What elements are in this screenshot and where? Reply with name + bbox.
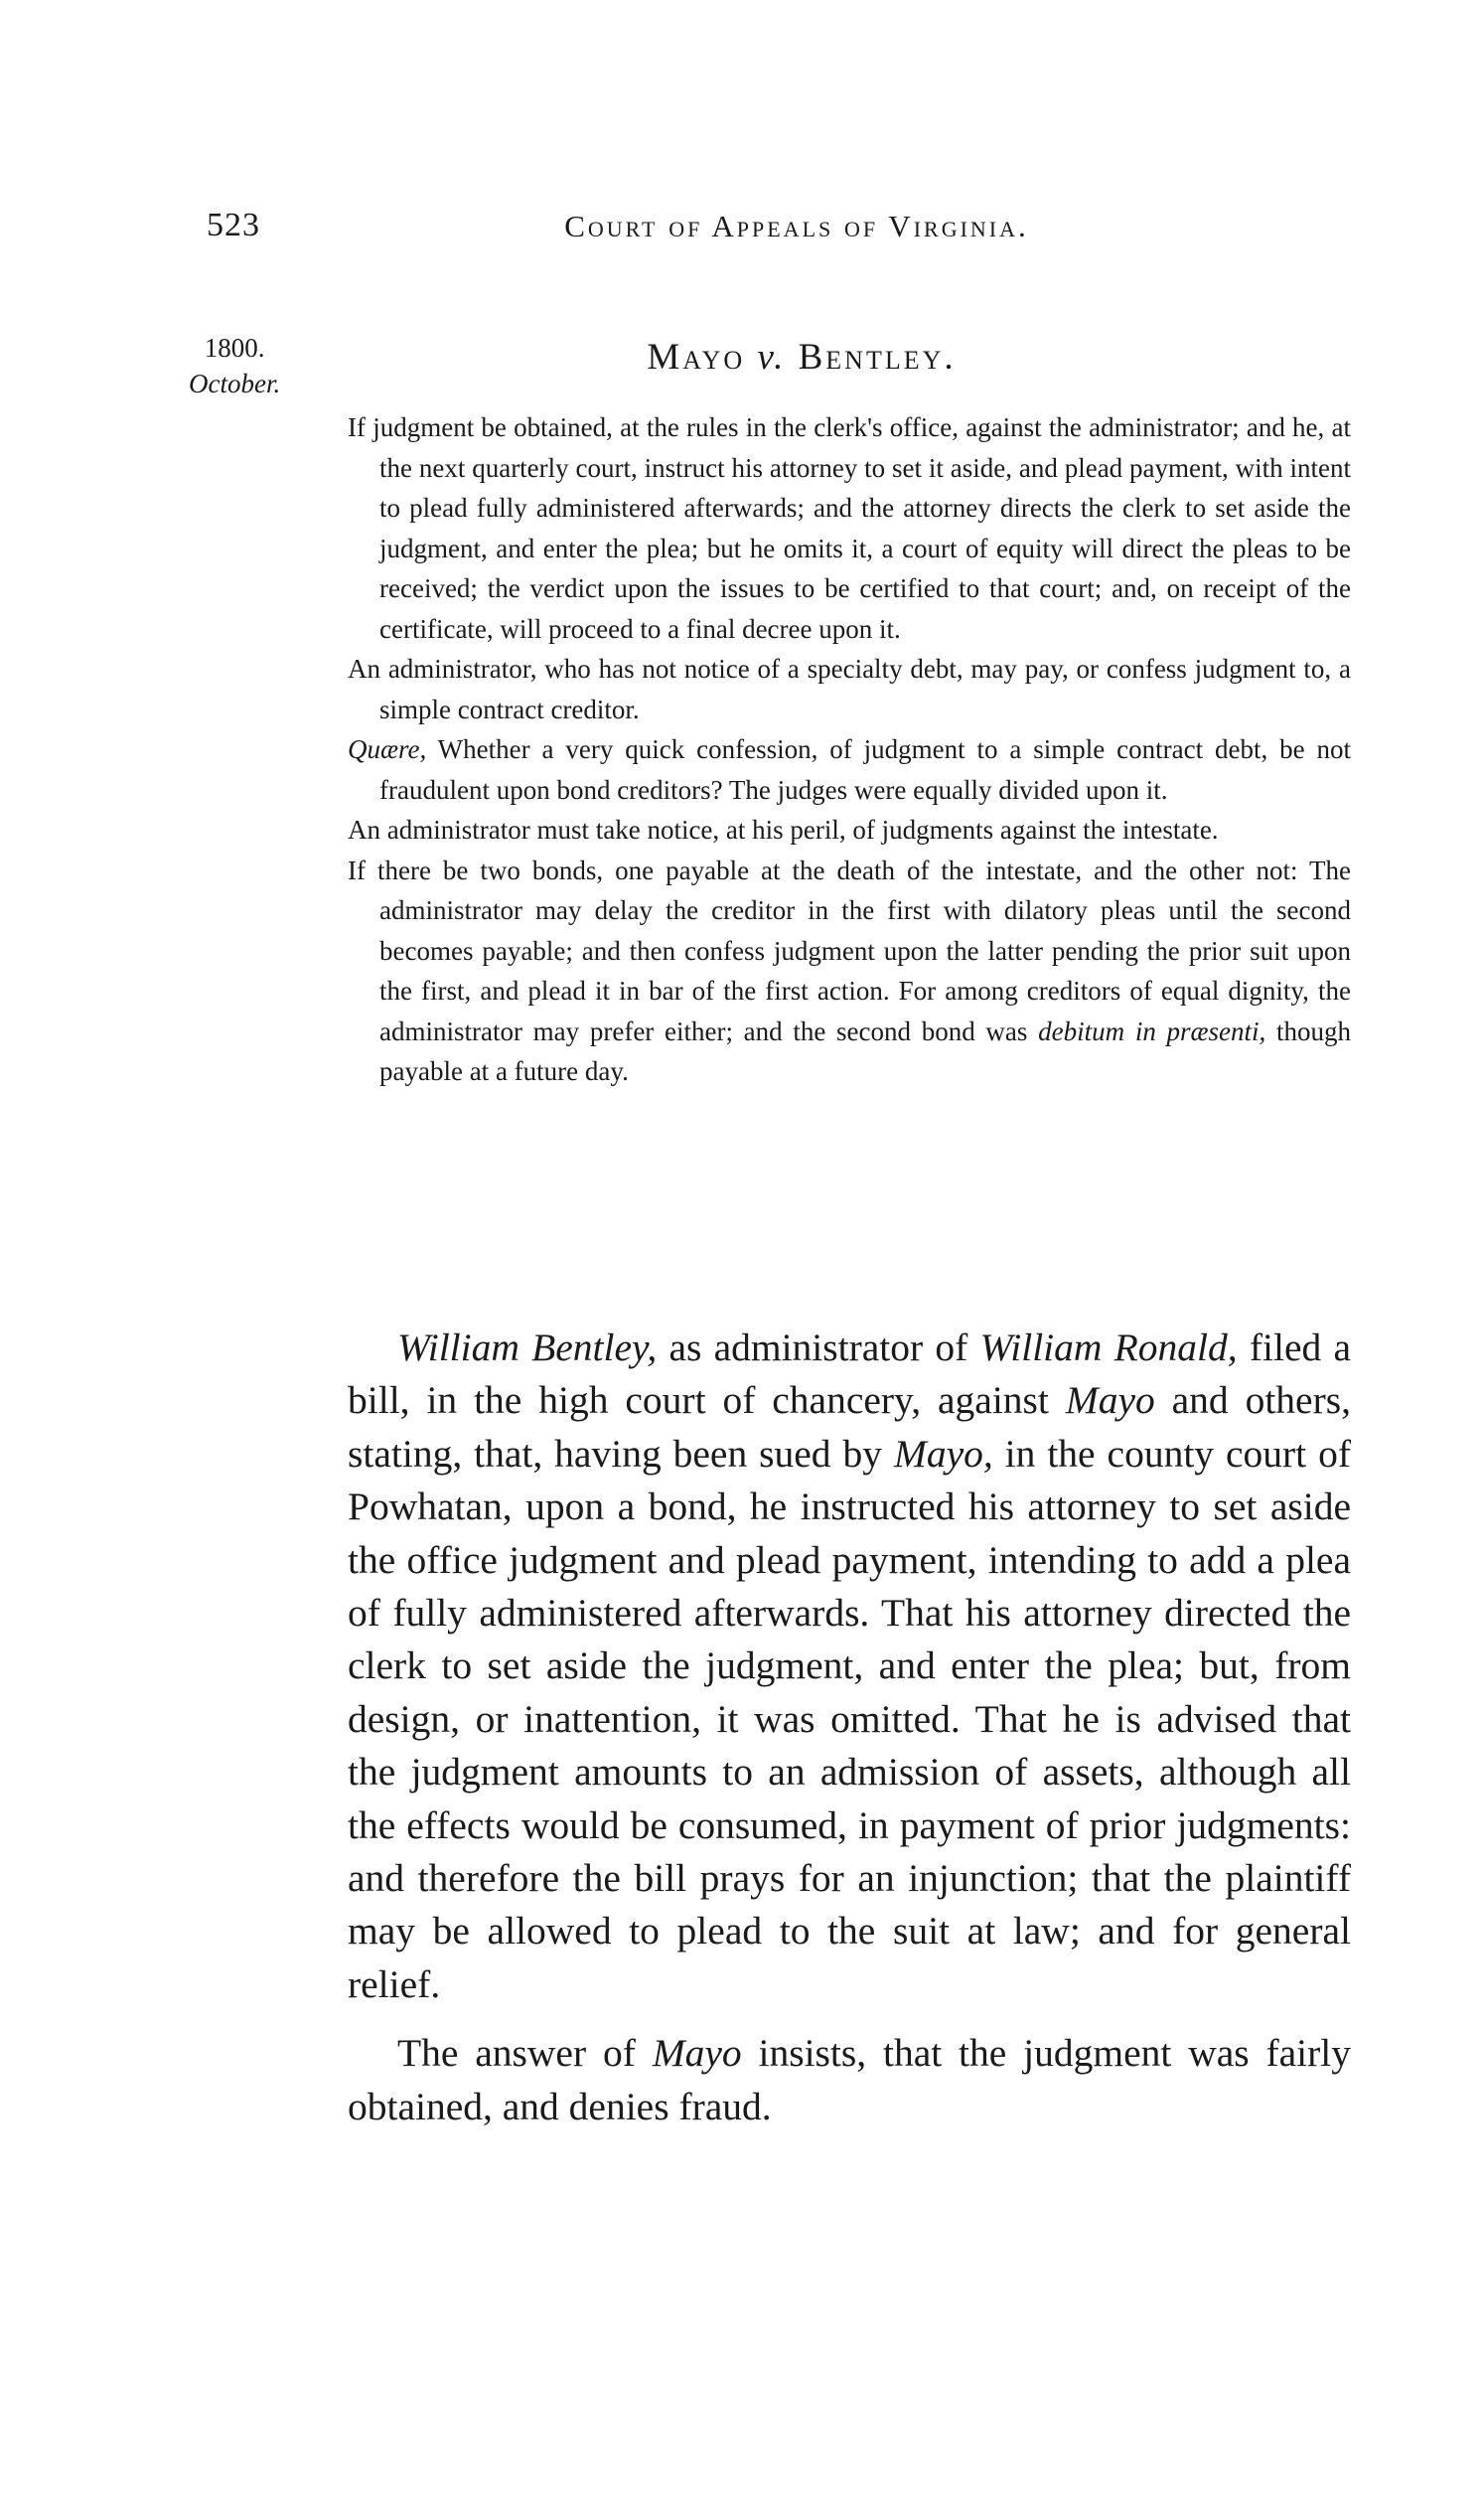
body-paragraph <box>348 2027 1351 2133</box>
margin-year: 1800. <box>204 333 265 363</box>
party-name: Mayo, <box>893 1431 993 1476</box>
headnote <box>348 851 1351 1092</box>
headnote <box>348 649 1351 729</box>
party-name: Mayo <box>1065 1378 1155 1423</box>
headnote <box>348 407 1351 649</box>
page-number: 523 <box>207 207 260 243</box>
party-name: William Bentley, <box>397 1326 658 1369</box>
margin-month: October. <box>189 369 281 398</box>
body-text: in the county court of Powhatan, upon a bond, he instructed his attorney to set aside the office judgment and plead payment, intending to add a plea of fully administered afterwards. That his attorney directed the clerk to set aside the judgment, and enter the plea; but, from design, or inattention, it was omitted. That he is advised that the judgment amounts to an admission of assets, although all the effects would be consumed, in payment of prior judgments: and therefore the bill prays for an injunction; that the plaintiff may be allowed to plead to the suit at law; and for general relief. <box>348 1431 1351 2006</box>
headnote <box>348 810 1351 851</box>
body-text: insists, that the judgment was fairly obtained, and denies fraud. <box>348 2031 1351 2128</box>
party-name: William Ronald, <box>979 1326 1238 1369</box>
body-text: filed a bill, in the high court of chancery, against <box>348 1326 1351 1423</box>
opinion-body <box>348 1322 1351 2149</box>
case-title <box>0 336 1484 379</box>
party-name: Mayo <box>652 2031 742 2076</box>
body-text: as administrator of <box>657 1326 980 1369</box>
headnote-text: An administrator must take notice, at his peril, of judgments against the intestate. <box>348 815 1219 845</box>
headnote-text: If there be two bonds, one payable at the death of the intestate, and the other not: The administrator may delay the creditor in the first with dilatory pleas until the second becomes payable; and then confess judgment upon the latter pending the prior suit upon the first, and plead it in bar of the first action. For among creditors of equal dignity, the administrator may prefer either; and the second bond was <box>348 855 1351 1046</box>
headnote-text: If judgment be obtained, at the rules in the clerk's office, against the administrator; and he, at the next quarterly court, instruct his attorney to set it aside, and plead payment, with intent to plead fully administered afterwards; and the attorney directs the clerk to set aside the judgment, and enter the plea; but he omits it, a court of equity will direct the pleas to be received; the verdict upon the issues to be certified to that court; and, on receipt of the certificate, will proceed to a final decree upon it. <box>348 412 1351 644</box>
body-text: The answer of <box>397 2031 653 2076</box>
headnote-latin-phrase: debitum in præsenti, <box>1038 1015 1266 1046</box>
headnote-text: An administrator, who has not notice of a specialty debt, may pay, or confess judgment to, a simple contract creditor. <box>348 654 1351 724</box>
headnote-tail: though payable at a future day. <box>379 1015 1351 1086</box>
case-plaintiff: Mayo <box>647 337 746 378</box>
headnote-text: Whether a very quick confession, of judgment to a simple contract debt, be not fraudulent upon bond creditors? The judges were equally divided upon it. <box>379 734 1351 805</box>
body-paragraph <box>348 1322 1351 2011</box>
body-text: and others, stating, that, having been sued by <box>348 1378 1351 1476</box>
headnotes <box>348 407 1351 1092</box>
headnote <box>348 729 1351 810</box>
headnote-lead: Quære, <box>348 734 427 764</box>
case-versus: v. <box>757 337 787 378</box>
running-head: Court of Appeals of Virginia. <box>564 209 1029 243</box>
case-defendant: Bentley. <box>798 337 957 378</box>
